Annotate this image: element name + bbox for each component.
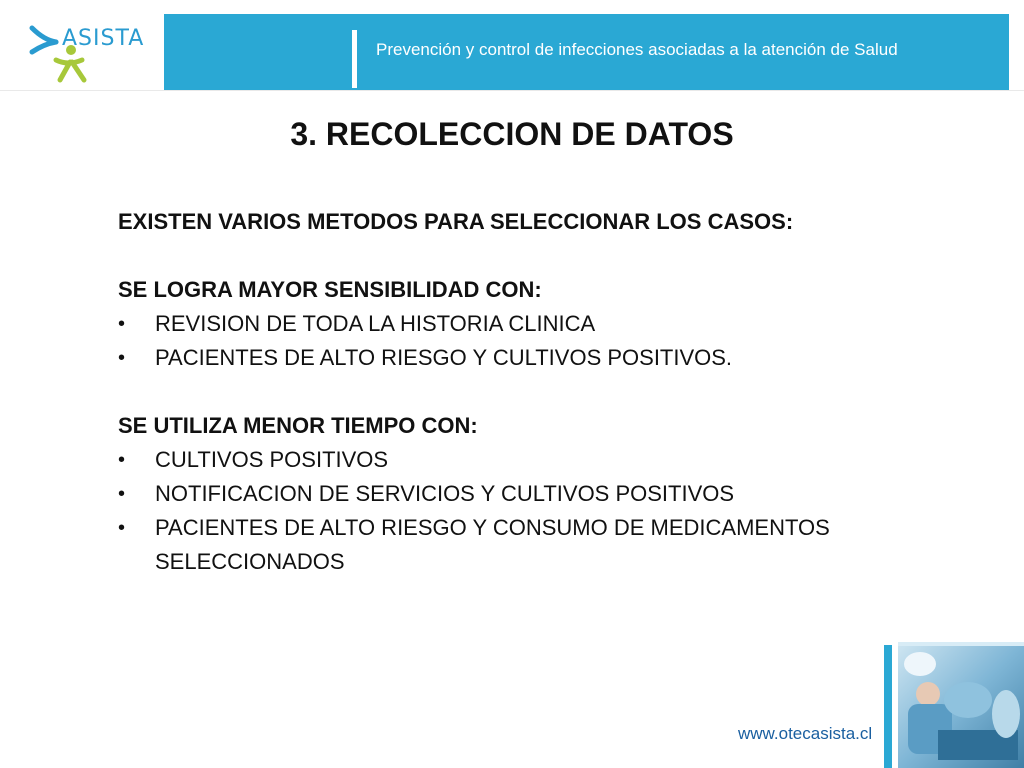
bullet-icon: •	[118, 483, 126, 505]
bullet-icon: •	[118, 313, 126, 335]
section1-heading: SE LOGRA MAYOR SENSIBILIDAD CON:	[118, 277, 542, 302]
list-item	[118, 443, 938, 477]
list-item-text: PACIENTES DE ALTO RIESGO Y CULTIVOS POSITIVOS.	[155, 345, 733, 370]
footer-accent-bar	[884, 645, 892, 768]
bullet-icon: •	[118, 449, 126, 471]
header-bottom-line	[0, 90, 1024, 91]
list-item	[118, 477, 938, 511]
surgery-photo-icon	[898, 642, 1024, 768]
bullet-icon: •	[118, 347, 126, 369]
slide-title: 3. RECOLECCION DE DATOS	[290, 116, 734, 152]
spacer	[118, 375, 938, 409]
list-item-text: CULTIVOS POSITIVOS	[155, 447, 389, 472]
logo-text: ASISTA	[62, 26, 145, 51]
list-item-text: REVISION DE TODA LA HISTORIA CLINICA	[155, 311, 596, 336]
list-item	[118, 307, 938, 341]
list-item-text: PACIENTES DE ALTO RIESGO Y CONSUMO DE MEDICAMENTOS SELECCIONADOS	[155, 515, 830, 574]
list-item	[118, 341, 938, 375]
header-divider	[352, 30, 357, 88]
intro-text: EXISTEN VARIOS METODOS PARA SELECCIONAR LOS CASOS:	[118, 209, 794, 234]
section2-heading: SE UTILIZA MENOR TIEMPO CON:	[118, 413, 478, 438]
footer-url: www.otecasista.cl	[738, 724, 873, 743]
spacer	[118, 239, 938, 273]
bullet-icon: •	[118, 517, 126, 539]
slide-content	[118, 205, 938, 579]
list-item	[118, 511, 938, 579]
header-title: Prevención y control de infecciones asociadas a la atención de Salud	[376, 40, 898, 59]
list-item-text: NOTIFICACION DE SERVICIOS Y CULTIVOS POSITIVOS	[155, 481, 735, 506]
